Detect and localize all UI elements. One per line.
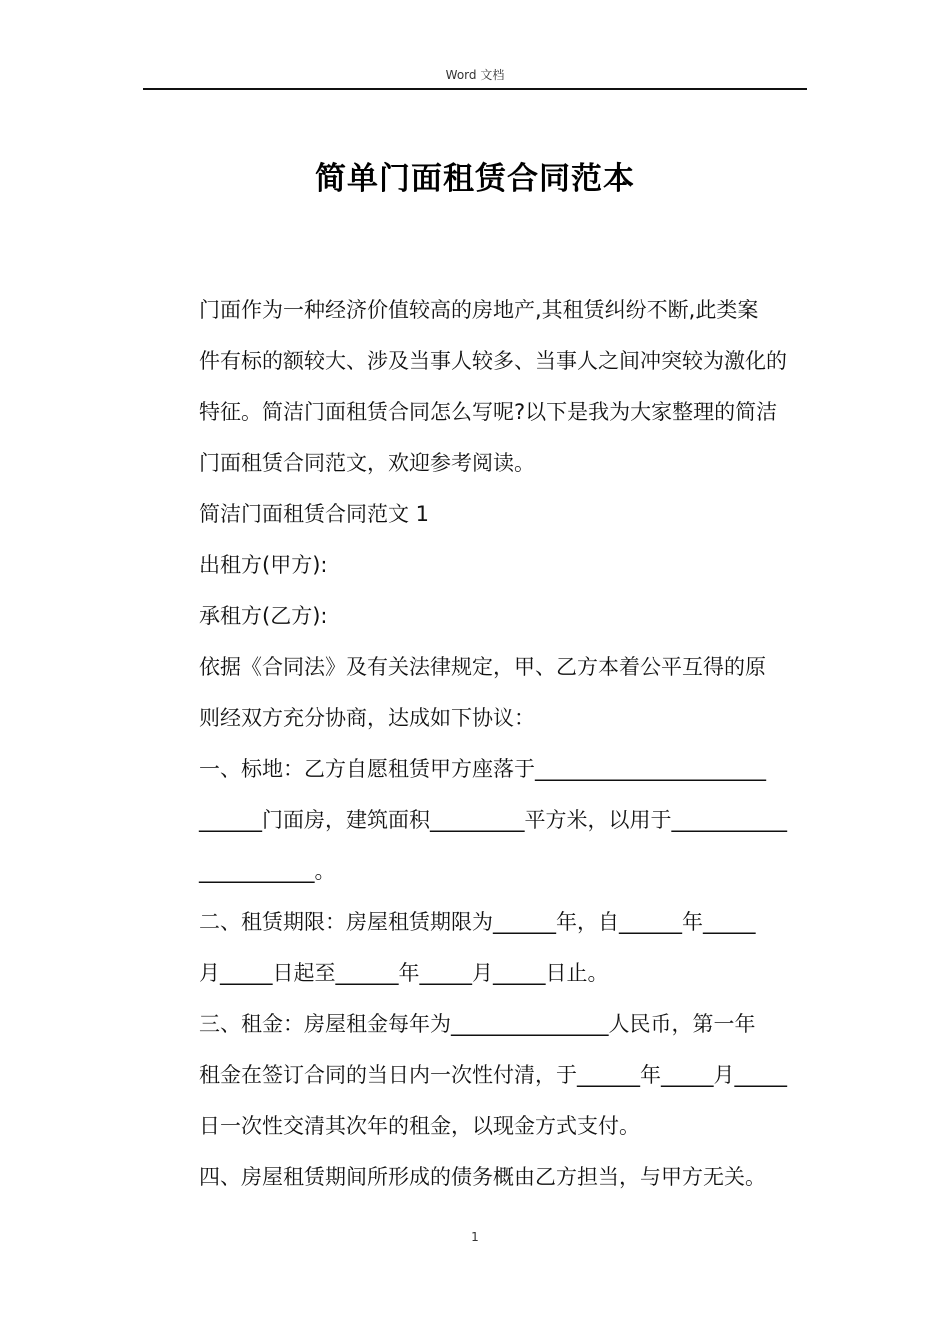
document-title: 简单门面租赁合同范本 xyxy=(315,161,635,197)
clause-4-debts xyxy=(178,1152,810,1203)
text-line: 则经双方充分协商，达成如下协议： xyxy=(199,706,535,730)
clause-1-subject xyxy=(178,744,810,897)
text-line: 依据《合同法》及有关法律规定，甲、乙方本着公平互得的原 xyxy=(199,655,766,679)
text-line: 一、标地：乙方自愿租赁甲方座落于______________________ xyxy=(199,757,766,781)
text-line: 租金在签订合同的当日内一次性付清，于______年_____月_____ xyxy=(199,1063,787,1087)
text-line: 门面作为一种经济价值较高的房地产,其租赁纠纷不断,此类案 xyxy=(199,298,759,322)
text-line: ___________。 xyxy=(199,859,336,883)
text-line: 件有标的额较大、涉及当事人较多、当事人之间冲突较为激化的 xyxy=(199,349,787,373)
header-text: Word 文档 xyxy=(445,68,505,82)
text-line: 月_____日起至______年_____月_____日止。 xyxy=(199,961,609,985)
text-line: ______门面房，建筑面积_________平方米，以用于___________ xyxy=(199,808,787,832)
text-line: 日一次性交清其次年的租金，以现金方式支付。 xyxy=(199,1114,640,1138)
intro-paragraph xyxy=(178,285,810,489)
clause-2-term xyxy=(178,897,810,999)
basis-paragraph xyxy=(178,642,810,744)
section-heading: 简洁门面租赁合同范文 1 xyxy=(199,502,430,526)
lessor-line: 出租方(甲方): xyxy=(199,553,328,577)
text-line: 二、租赁期限：房屋租赁期限为______年，自______年_____ xyxy=(199,910,756,934)
page-header xyxy=(143,66,807,90)
text-line: 四、房屋租赁期间所形成的债务概由乙方担当，与甲方无关。 xyxy=(199,1165,766,1189)
text-line: 特征。简洁门面租赁合同怎么写呢?以下是我为大家整理的简洁 xyxy=(199,400,778,424)
document-body xyxy=(178,285,810,1203)
text-line: 三、租金：房屋租金每年为_______________人民币，第一年 xyxy=(199,1012,756,1036)
clause-3-rent xyxy=(178,999,810,1152)
text-line: 门面租赁合同范文，欢迎参考阅读。 xyxy=(199,451,535,475)
lessee-line: 承租方(乙方): xyxy=(199,604,328,628)
page-number: 1 xyxy=(471,1230,479,1244)
